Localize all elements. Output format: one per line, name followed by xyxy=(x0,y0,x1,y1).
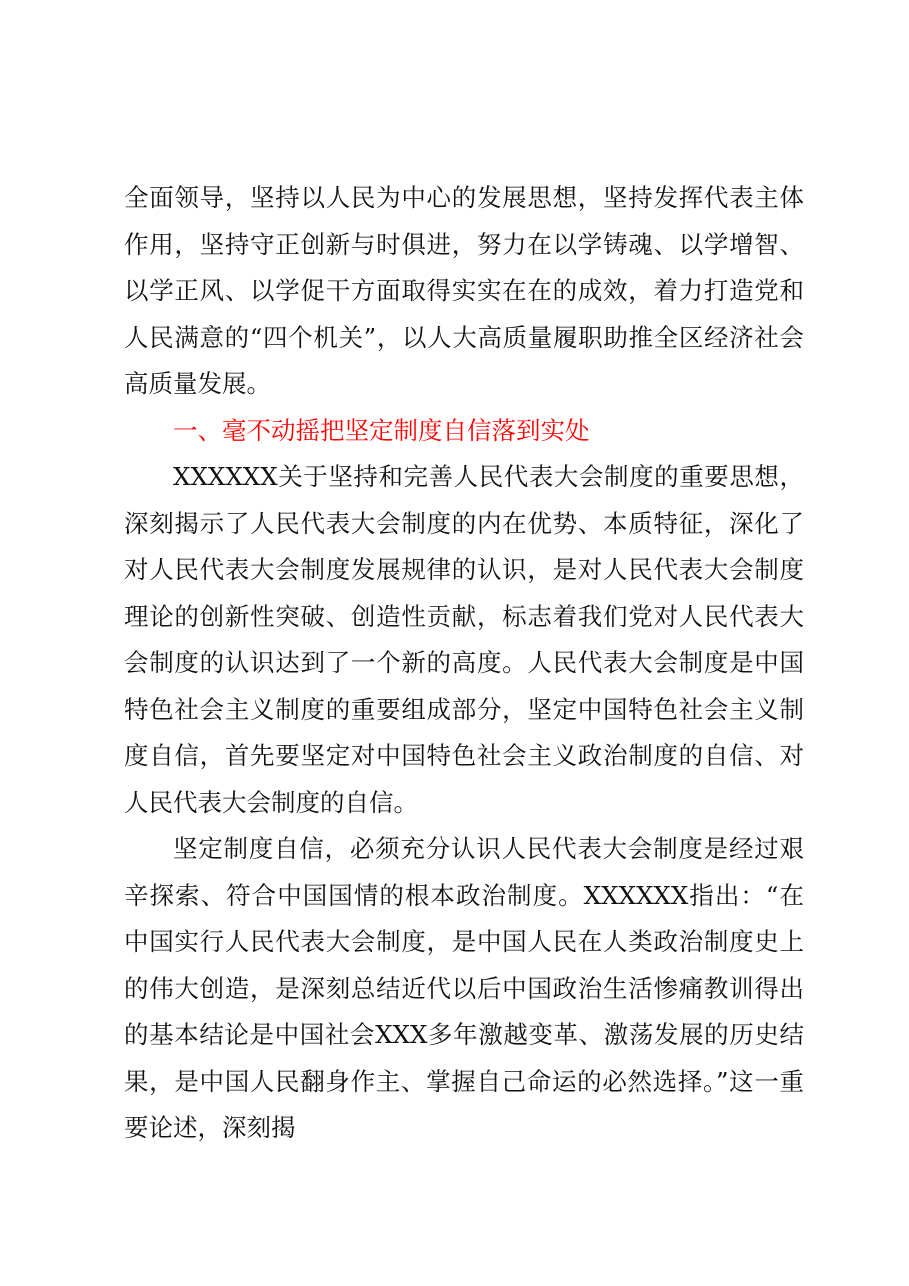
body-paragraph-1: XXXXXX关于坚持和完善人民代表大会制度的重要思想，深刻揭示了人民代表大会制度的内在优势、本质特征，深化了对人民代表大会制度发展规律的认识，是对人民代表大会制度理论的创新性突破、创造性贡献，标志着我们党对人民代表大会制度的认识达到了一个新的高度。人民代表大会制度是中国特色社会主义制度的重要组成部分，坚定中国特色社会主义制度自信，首先要坚定对中国特色社会主义政治制度的自信、对人民代表大会制度的自信。 xyxy=(124,462,804,817)
document-body xyxy=(124,175,804,1152)
continuation-paragraph: 全面领导，坚持以人民为中心的发展思想，坚持发挥代表主体作用，坚持守正创新与时俱进，努力在以学铸魂、以学增智、以学正风、以学促干方面取得实实在在的成效，着力打造党和人民满意的“四个机关”，以人大高质量履职助推全区经济社会高质量发展。 xyxy=(124,183,804,398)
section-heading: 一、毫不动摇把坚定制度自信落到实处 xyxy=(173,415,590,445)
body-paragraph-2: 坚定制度自信，必须充分认识人民代表大会制度是经过艰辛探索、符合中国国情的根本政治制度。XXXXXX指出：“在中国实行人民代表大会制度，是中国人民在人类政治制度史上的伟大创造，是深刻总结近代以后中国政治生活惨痛教训得出的基本结论是中国社会XXX多年激越变革、激荡发展的历史结果，是中国人民翻身作主、掌握自己命运的必然选择。”这一重要论述，深刻揭 xyxy=(124,834,804,1142)
